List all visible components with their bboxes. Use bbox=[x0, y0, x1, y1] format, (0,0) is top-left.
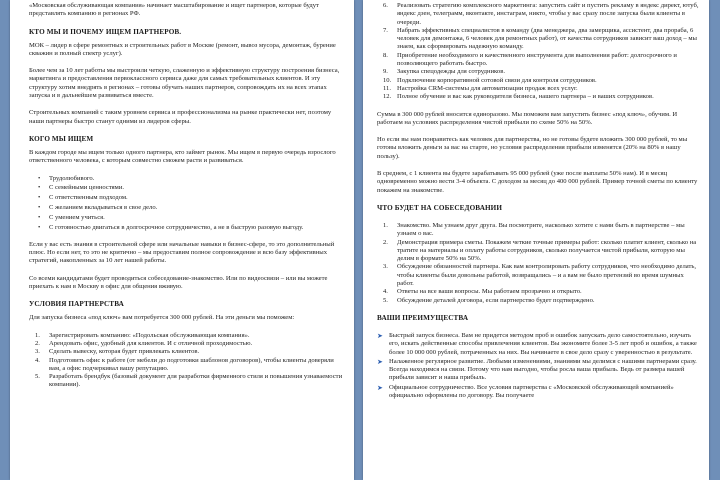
list-item: 2. Демонстрация примера сметы. Покажем четкие точные примеры работ: сколько платит клиент, сколько на тратите на материалы и оплату работы сотрудников, сколько получается чистой прибыли, которую мы делим в формате 50% на 50%. bbox=[383, 238, 697, 263]
bullet-icon: • bbox=[38, 184, 41, 192]
paragraph-sum: Сумма в 300 000 рублей вносится единоразово. Мы поможем вам запустить бизнес «под ключ», обучим. И работаем на условиях распределения чистой прибыли по схеме 50% на 50%. bbox=[377, 110, 678, 126]
list-item: 1. Знакомство. Мы узнаем друг друга. Вы посмотрите, насколько хотите с нами быть в партнерстве – мы узнаем о вас. bbox=[383, 221, 685, 238]
list-item: • С ответственным подходом. bbox=[38, 194, 128, 202]
document-page-right bbox=[363, 0, 709, 480]
paragraph-invest: Но если вы нам понравитесь как человек для партнерства, но не готовы будете вложить 300 000 рублей, то мы готовы вложить деньги за вас на старте, но условия распределения прибыли изменятся (20% на 80% в нашу пользу). bbox=[377, 136, 688, 160]
qualities-list bbox=[29, 175, 344, 232]
bullet-icon: • bbox=[38, 223, 41, 231]
launch-steps-list bbox=[29, 332, 344, 390]
paragraph-10-years: Более чем за 10 лет работы мы выстроили четкую, слаженную и эффективную структуру построения бизнеса, маркетинга и предоставления первоклассного сервиса даже для самых требовательных клиентов. И эту структуру хотим внедрять в регионах – готовы обучать наших партнеров, сопровождать их на всех этапах запуска и в дальнейшем развиваться вместе. bbox=[29, 67, 340, 100]
paragraph-knowledge: Если у вас есть знания в строительной сфере или начальные навыки в бизнес-сфере, то это дополнительный плюс. Но если нет, то это не критично – мы предоставим полное сопровождение и всю базу эффективных стратегий, накопленных за 10 лет нашей работы. bbox=[29, 240, 335, 265]
list-item: 11. Настройка CRM-системы для автоматизации продаж всех услуг. bbox=[383, 84, 578, 92]
list-item: • Трудолюбивого. bbox=[38, 174, 95, 182]
list-item: 2. Арендовать офис, удобный для клиентов. И с отличной проходимостью. bbox=[35, 339, 253, 347]
list-item: 12. Полное обучение и вас как руководителя бизнеса, нашего партнера – и ваших сотрудников. bbox=[383, 93, 654, 101]
heading-terms: УСЛОВИЯ ПАРТНЕРСТВА bbox=[29, 300, 124, 309]
list-item: 1. Зарегистрировать компанию: «Подольская обслуживающая компания». bbox=[35, 331, 250, 339]
paragraph-companies: Строительных компаний с таким уровнем сервиса и профессионализма на рынке практически нет, поэтому наши партнеры быстро станут одними из лидеров сферы. bbox=[29, 109, 332, 125]
list-item: 4. Подготовить офис к работе (от мебели до подготовки шаблонов договоров), чтобы клиенты доверяли вам, а офис подчеркивал вашу репутацию. bbox=[35, 356, 334, 372]
intro-paragraph: «Московская обслуживающая компания» начинает масштабирование и ищет партнеров, которые будут представлять компанию в регионах РФ. bbox=[29, 2, 319, 18]
document-page-left bbox=[10, 0, 354, 480]
list-item: 9. Закупка спецодежды для сотрудников. bbox=[383, 68, 505, 76]
list-item: 8. Приобретение необходимого и качественного инструмента для выполнения работ: долгосрочного и позволяющего работать быстро. bbox=[383, 51, 677, 68]
arrow-bullet-icon: ➤ bbox=[377, 383, 383, 392]
list-item: • С умением учиться. bbox=[38, 213, 105, 221]
interview-steps-list bbox=[377, 222, 699, 305]
list-item: 3. Сделать вывеску, которая будет привлекать клиентов. bbox=[35, 348, 200, 356]
arrow-bullet-icon: ➤ bbox=[377, 357, 383, 366]
paragraph-average: В среднем, с 1 клиента вы будете зарабатывать 95 000 рублей (уже после выплаты 50% нам). И в месяц одновременно можно вести 3-4 объекта. С доходом за месяц до 400 000 рублей. Пример точной сметы по клиенту покажем на знакомстве. bbox=[377, 170, 698, 194]
list-item: ➤ Налаженное регулярное развитие. Любыми изменениями, знаниями мы делимся с нашими партнерами сразу. Всегда находимся на связи. Потому что нам выгодно, чтобы росла ваша прибыль. Ведь от размера вашей прибыли зависит и наша прибыль. bbox=[377, 357, 697, 382]
list-item: 4. Ответы на все ваши вопросы. Мы работаем прозрачно и открыто. bbox=[383, 288, 582, 296]
list-item: 7. Набрать эффективных специалистов в команду (два менеджера, два замерщика, ассистент, два прораба, 6 человек для демонтажа, 6 человек для ремонтных работ), от качества сотрудников зависит ваш доход – мы знаем, как сформировать надежную команду. bbox=[383, 26, 697, 51]
list-item: 5. Обсуждение деталей договора, если партнерство будет подтверждено. bbox=[383, 296, 595, 304]
bullet-icon: • bbox=[38, 213, 41, 221]
arrow-bullet-icon: ➤ bbox=[377, 331, 383, 340]
paragraph-interview: Со всеми кандидатами будет проводиться собеседование-знакомство. Или по видеосвязи – или вы можете приехать к нам в Москву в офис для общения вживую. bbox=[29, 274, 328, 291]
list-item: 5. Разработать брендбук (базовый документ для разработки фирменного стиля и повышения узнаваемости компании). bbox=[35, 373, 343, 389]
list-item: ➤ Быстрый запуск бизнеса. Вам не придется методом проб и ошибок запускать дело самостоятельно, изучать его, искать действенные способы привлечения клиентов. Вы экономите более 3-5 лет проб и ошибок, а также более 10 000 000 рублей, потраченных на них. Вы начинаете в свое дело сразу с уверенностью в результате. bbox=[377, 331, 697, 356]
heading-advantages: ВАШИ ПРЕИМУЩЕСТВА bbox=[377, 313, 469, 322]
heading-who-we-seek: КОГО МЫ ИЩЕМ bbox=[29, 134, 94, 143]
list-item: • С желанием вкладываться в свое дело. bbox=[38, 203, 158, 211]
bullet-icon: • bbox=[38, 174, 41, 182]
list-item: • С семейными ценностями. bbox=[38, 184, 124, 192]
launch-steps-list-continued bbox=[377, 2, 699, 102]
heading-who-we-are: КТО МЫ И ПОЧЕМУ ИЩЕМ ПАРТНЕРОВ. bbox=[29, 27, 182, 36]
list-item: 10. Подключение корпоративной сотовой связи для контроля сотрудников. bbox=[383, 76, 597, 84]
bullet-icon: • bbox=[38, 194, 41, 202]
list-item: 3. Обсуждение обязанностей партнера. Как вам контролировать работу сотрудников, что необходимо делать, чтобы клиенты были довольны работой, возвращались – и а вам не было претензий во время шумных работ. bbox=[383, 263, 697, 288]
paragraph-mok: МОК – лидер в сфере ремонтных и строительных работ в Москве (ремонт, вывоз мусора, демонтаж, бурение скважин и полный спектр услуг). bbox=[29, 41, 336, 57]
list-item: 6. Реализовать стратегию комплексного маркетинга: запустить сайт и пустить рекламу в яндекс директ, ютуб, яндекс дзен, телеграмм, вконтакте, инстаграм, никто, чтобы у вас сразу после запуска были клиенты в очереди. bbox=[383, 2, 699, 26]
advantages-list bbox=[377, 332, 699, 400]
paragraph-launch: Для запуска бизнеса «под ключ» вам потребуется 300 000 рублей. На эти деньги мы поможем: bbox=[29, 314, 295, 322]
list-item: • С готовностью двигаться в долгосрочное сотрудничество, а не в быструю разовую выгоду. bbox=[38, 223, 304, 231]
list-item: ➤ Официальное сотрудничество. Все условия партнерства с «Московской обслуживающей компанией» официально оформлены по договору. Вы получаете bbox=[377, 383, 674, 399]
paragraph-seek: В каждом городе мы ищем только одного партнера, кто займет рынок. Мы ищем в первую очередь взрослого ответственного человека, с которым совместно сможем расти и развиваться. bbox=[29, 148, 336, 165]
heading-interview: ЧТО БУДЕТ НА СОБЕСЕДОВАНИИ bbox=[377, 203, 503, 212]
bullet-icon: • bbox=[38, 203, 41, 211]
